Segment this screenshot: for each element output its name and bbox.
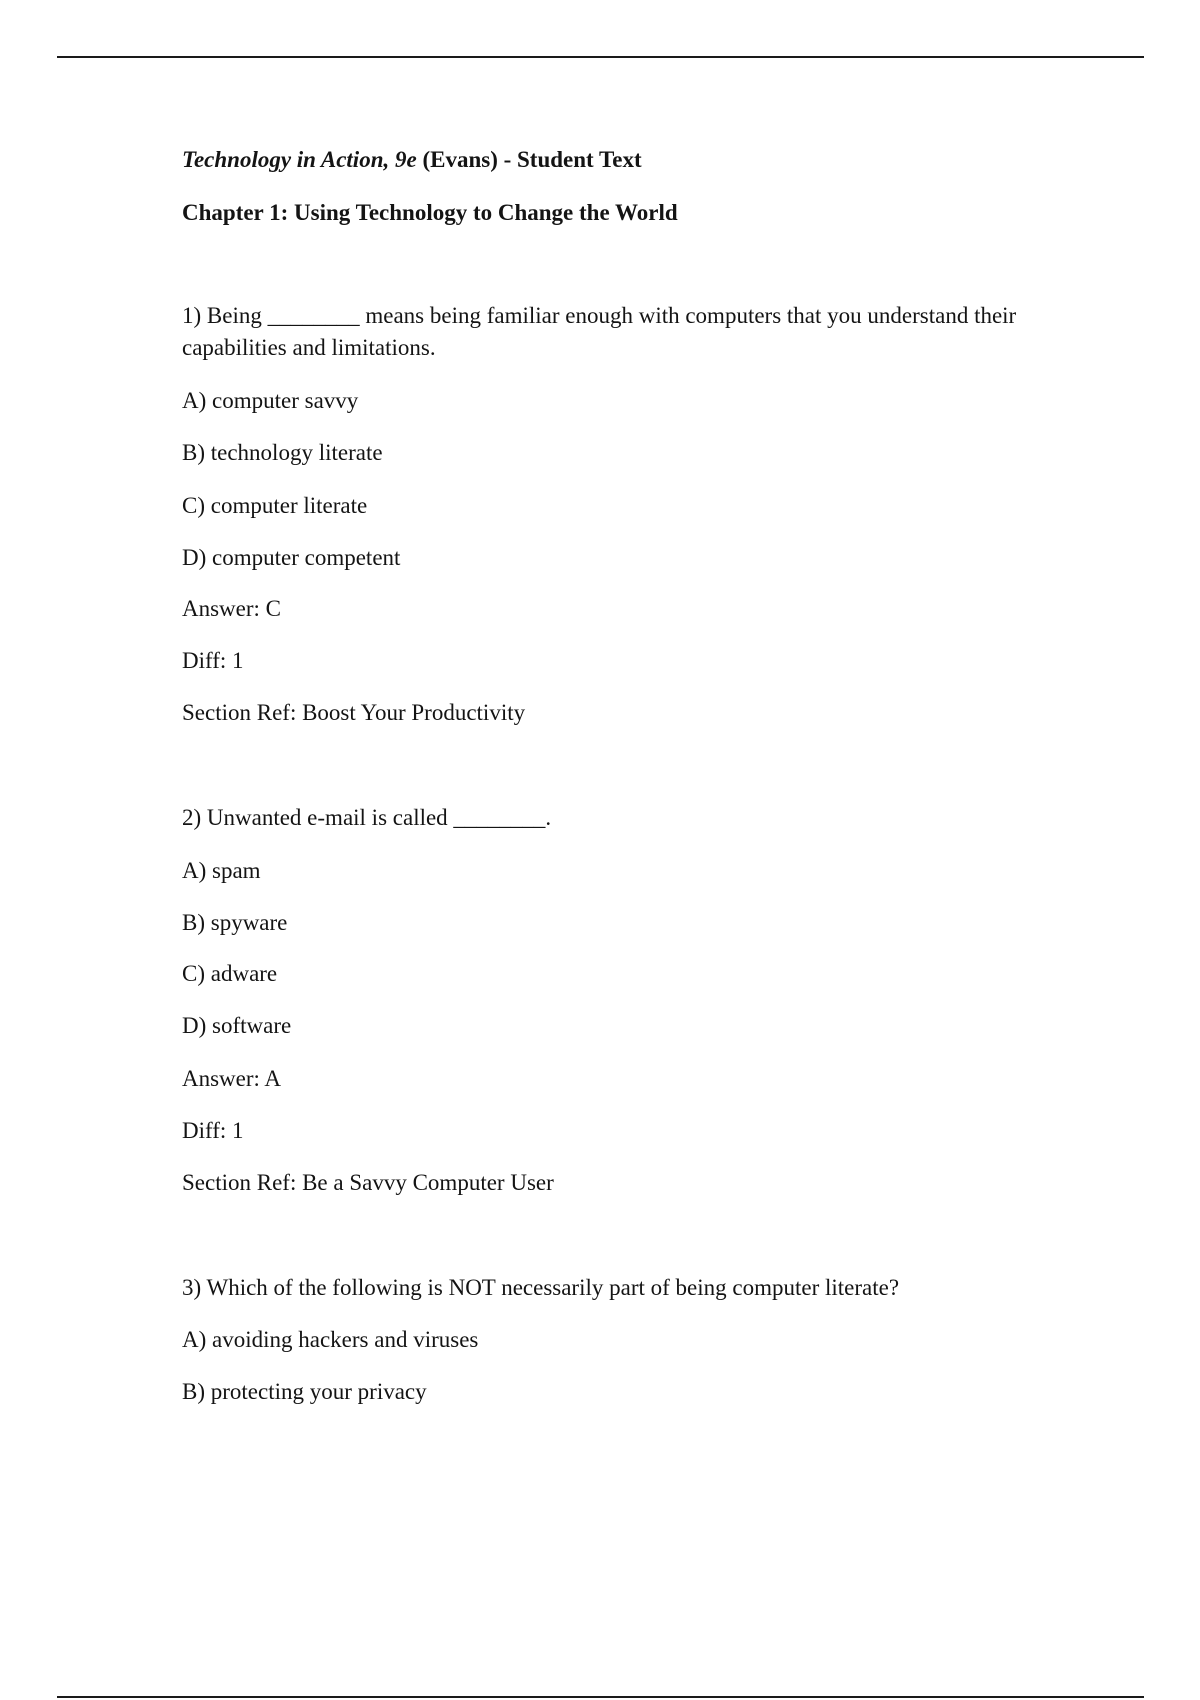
question-1-text: 1) Being ________ means being familiar enough with computers that you understand their capabilities and limitations. — [182, 303, 1017, 360]
book-title-rest: (Evans) - Student Text — [416, 147, 642, 172]
question-2-section-ref: Section Ref: Be a Savvy Computer User — [182, 1170, 554, 1195]
book-title — [182, 146, 642, 174]
question-1-answer: Answer: C — [182, 596, 282, 621]
question-1-option-a: A) computer savvy — [182, 388, 359, 413]
question-3-option-b: B) protecting your privacy — [182, 1379, 427, 1404]
chapter-title: Chapter 1: Using Technology to Change the World — [182, 200, 678, 225]
question-3-text: 3) Which of the following is NOT necessarily part of being computer literate? — [182, 1275, 900, 1300]
question-2-option-d: D) software — [182, 1013, 292, 1038]
question-3-option-a: A) avoiding hackers and viruses — [182, 1327, 479, 1352]
question-1-option-b: B) technology literate — [182, 440, 383, 465]
book-title-italic: Technology in Action, 9e — [182, 147, 417, 172]
question-2-answer: Answer: A — [182, 1066, 282, 1091]
question-1-diff: Diff: 1 — [182, 648, 244, 673]
question-2-option-a: A) spam — [182, 858, 261, 883]
question-1-option-d: D) computer competent — [182, 545, 401, 570]
top-rule — [57, 56, 1144, 58]
bottom-rule — [57, 1696, 1144, 1698]
question-1-option-c: C) computer literate — [182, 493, 368, 518]
question-1-section-ref: Section Ref: Boost Your Productivity — [182, 700, 526, 725]
question-2-text: 2) Unwanted e-mail is called ________. — [182, 805, 552, 830]
question-2-diff: Diff: 1 — [182, 1118, 244, 1143]
question-2-option-b: B) spyware — [182, 910, 288, 935]
question-2-option-c: C) adware — [182, 961, 278, 986]
